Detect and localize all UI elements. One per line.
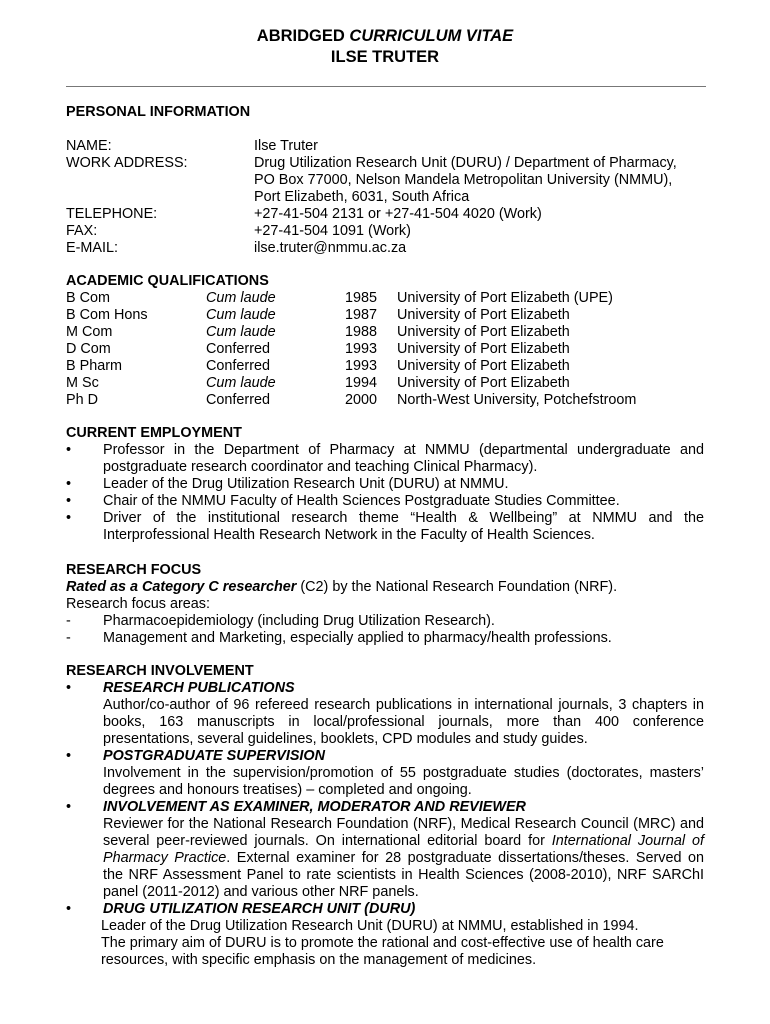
distinction: Cum laude — [206, 375, 276, 391]
duru-title: DRUG UTILIZATION RESEARCH UNIT (DURU) — [103, 901, 416, 917]
research-involvement-heading: RESEARCH INVOLVEMENT — [66, 663, 254, 679]
bullet-icon: • — [66, 748, 72, 764]
publications-title: RESEARCH PUBLICATIONS — [103, 680, 295, 696]
year: 1985 — [345, 290, 378, 306]
focus-areas-label: Research focus areas: — [66, 596, 210, 612]
degree: M Sc — [66, 375, 99, 391]
employment-heading: CURRENT EMPLOYMENT — [66, 425, 242, 441]
examiner-text — [103, 816, 704, 901]
email-value: ilse.truter@nmmu.ac.za — [254, 240, 407, 256]
bullet-icon: • — [66, 493, 72, 509]
duru-line: resources, with specific emphasis on the management of medicines. — [101, 952, 537, 968]
qualifications-heading: ACADEMIC QUALIFICATIONS — [66, 273, 269, 289]
employment-item: Leader of the Drug Utilization Research Unit (DURU) at NMMU. — [103, 476, 509, 492]
supervision-text: Involvement in the supervision/promotion of 55 postgraduate studies (doctorates, masters’ degrees and honours treatises) – completed and ongoing. — [103, 765, 704, 798]
year: 1994 — [345, 375, 378, 391]
bullet-icon: • — [66, 476, 72, 492]
distinction: Cum laude — [206, 290, 276, 306]
title-prefix: ABRIDGED — [256, 27, 345, 45]
year: 1993 — [345, 358, 378, 374]
research-focus-heading: RESEARCH FOCUS — [66, 562, 202, 578]
email-label: E-MAIL: — [66, 240, 118, 256]
telephone-label: TELEPHONE: — [66, 206, 158, 222]
institution: University of Port Elizabeth — [397, 375, 570, 391]
institution: University of Port Elizabeth — [397, 358, 570, 374]
duru-line: The primary aim of DURU is to promote the rational and cost-effective use of health care — [101, 935, 664, 951]
employment-item: Professor in the Department of Pharmacy at NMMU (departmental undergraduate and postgraduate research coordinator and teaching Clinical Pharmacy). — [103, 442, 704, 475]
institution: University of Port Elizabeth — [397, 307, 570, 323]
personal-info-heading: PERSONAL INFORMATION — [66, 104, 251, 120]
institution: North-West University, Potchefstroom — [397, 392, 637, 408]
qualification-row — [66, 307, 706, 324]
person-name-title: ILSE TRUTER — [330, 48, 440, 66]
distinction: Conferred — [206, 392, 270, 408]
bullet-icon: • — [66, 680, 72, 696]
distinction: Conferred — [206, 341, 270, 357]
degree: B Com Hons — [66, 307, 148, 323]
dash-marker: - — [66, 630, 71, 646]
focus-area: Pharmacoepidemiology (including Drug Utilization Research). — [103, 613, 495, 629]
employment-item: Chair of the NMMU Faculty of Health Sciences Postgraduate Studies Committee. — [103, 493, 620, 509]
document-title — [0, 28, 770, 45]
degree: M Com — [66, 324, 113, 340]
distinction: Cum laude — [206, 324, 276, 340]
year: 2000 — [345, 392, 378, 408]
examiner-text-a: Reviewer for the National Research Foundation (NRF), Medical Research Council (MRC) and several peer-reviewed journals. On international editorial board for — [103, 816, 704, 849]
dash-marker: - — [66, 613, 71, 629]
telephone-value: +27-41-504 2131 or +27-41-504 4020 (Work) — [254, 206, 542, 222]
address-line: Port Elizabeth, 6031, South Africa — [254, 189, 470, 205]
year: 1987 — [345, 307, 378, 323]
name-label: NAME: — [66, 138, 112, 154]
examiner-title: INVOLVEMENT AS EXAMINER, MODERATOR AND REVIEWER — [103, 799, 526, 815]
degree: D Com — [66, 341, 111, 357]
bullet-icon: • — [66, 901, 72, 917]
address-label: WORK ADDRESS: — [66, 155, 188, 171]
fax-value: +27-41-504 1091 (Work) — [254, 223, 411, 239]
address-line: Drug Utilization Research Unit (DURU) / Department of Pharmacy, — [254, 155, 677, 171]
focus-area: Management and Marketing, especially applied to pharmacy/health professions. — [103, 630, 612, 646]
supervision-title: POSTGRADUATE SUPERVISION — [103, 748, 326, 764]
institution: University of Port Elizabeth (UPE) — [397, 290, 613, 306]
journal-name: International Journal of Pharmacy Practice — [103, 832, 704, 866]
degree: B Com — [66, 290, 110, 306]
name-value: Ilse Truter — [254, 138, 318, 154]
qualification-row — [66, 358, 706, 375]
degree: B Pharm — [66, 358, 122, 374]
institution: University of Port Elizabeth — [397, 324, 570, 340]
qualification-row — [66, 375, 706, 392]
title-divider — [66, 86, 706, 87]
bullet-icon: • — [66, 442, 72, 458]
title-italic: CURRICULUM VITAE — [349, 27, 514, 45]
rating-detail: (C2) by the National Research Foundation (NRF). — [296, 579, 618, 595]
year: 1993 — [345, 341, 378, 357]
duru-line: Leader of the Drug Utilization Research Unit (DURU) at NMMU, established in 1994. — [101, 918, 639, 934]
bullet-icon: • — [66, 510, 72, 526]
year: 1988 — [345, 324, 378, 340]
rating-category: Rated as a Category C researcher — [66, 579, 297, 595]
distinction: Cum laude — [206, 307, 276, 323]
examiner-text-b: . External examiner for 28 postgraduate dissertations/theses. Served on the NRF Assessment Panel to rate scientists in Health Sciences (2008-2010), NRF SARChI panel (2011-2012) and various other NRF panels. — [103, 849, 704, 900]
employment-item: Driver of the institutional research theme “Health & Wellbeing” at NMMU and the Interprofessional Health Research Network in the Faculty of Health Sciences. — [103, 510, 704, 543]
address-line: PO Box 77000, Nelson Mandela Metropolitan University (NMMU), — [254, 172, 673, 188]
researcher-rating — [66, 579, 617, 596]
qualification-row — [66, 290, 706, 307]
qualification-row — [66, 392, 706, 409]
degree: Ph D — [66, 392, 98, 408]
qualification-row — [66, 324, 706, 341]
bullet-icon: • — [66, 799, 72, 815]
publications-text: Author/co-author of 96 refereed research publications in international journals, 3 chapters in books, 163 manuscripts in local/professional journals, more than 400 conference presentations, several guidelines, booklets, CPD modules and study guides. — [103, 697, 704, 747]
institution: University of Port Elizabeth — [397, 341, 570, 357]
fax-label: FAX: — [66, 223, 98, 239]
qualification-row — [66, 341, 706, 358]
distinction: Conferred — [206, 358, 270, 374]
